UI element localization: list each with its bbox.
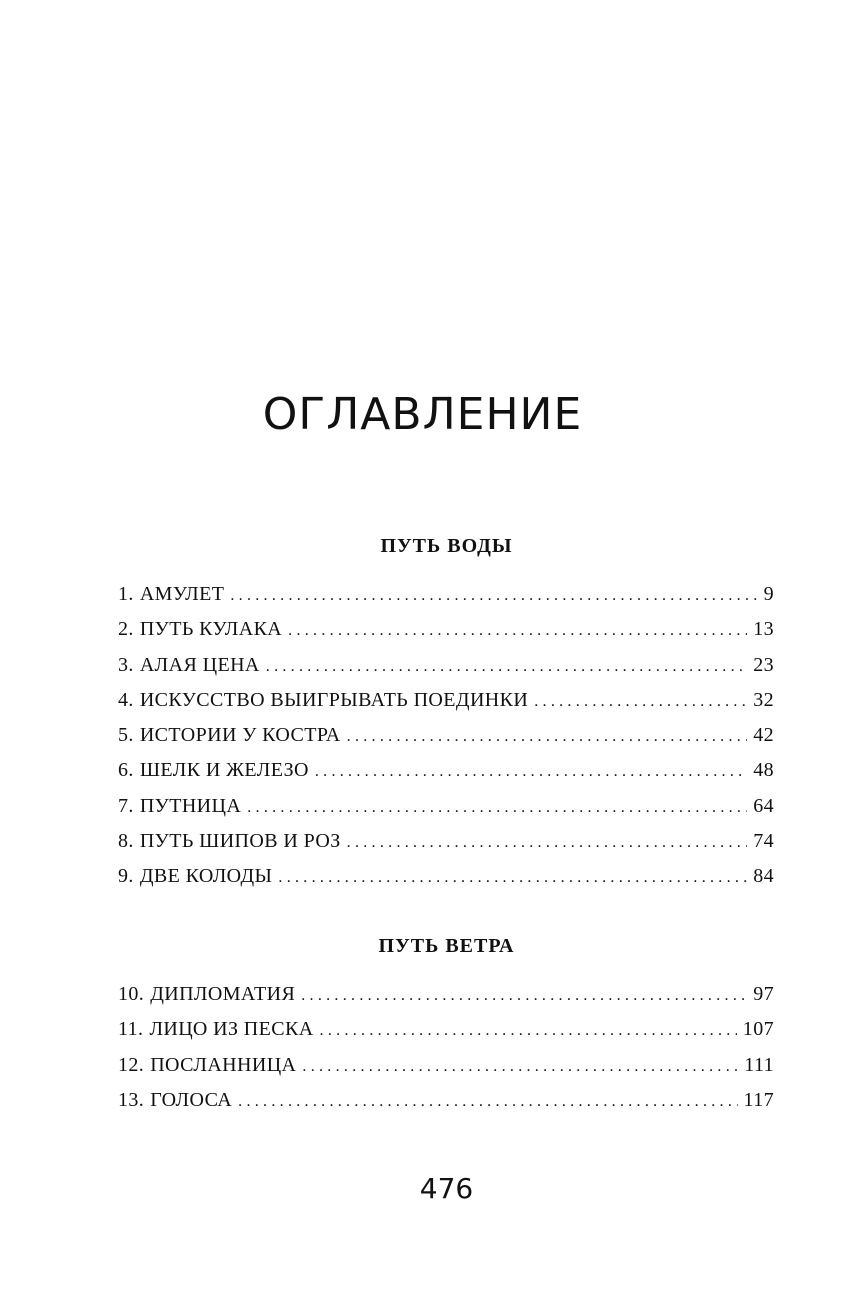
toc-entry-title: АМУЛЕТ [139,583,225,605]
dot-leader [302,1058,738,1076]
toc-list-wind [118,983,774,1124]
toc-entry-number: 10. [118,983,145,1005]
toc-entry-title: ЛИЦО ИЗ ПЕСКА [149,1018,314,1041]
toc-entry-number: 7. [118,794,134,817]
part-heading-wind: ПУТЬ ВЕТРА [378,935,515,957]
toc-entry-page: 84 [753,865,774,888]
toc-entry-page: 48 [753,759,774,782]
dot-leader [230,587,757,605]
toc-entry-title: ПОСЛАННИЦА [150,1053,297,1076]
toc-entry-number: 5. [118,724,134,747]
toc-entry[interactable] [118,759,774,794]
dot-leader [238,1093,737,1111]
page-number: 476 [419,1172,474,1205]
toc-list-water [118,583,774,901]
dot-leader [534,693,747,711]
toc-entry-title: ГОЛОСА [150,1088,233,1111]
toc-entry-number: 8. [118,830,134,853]
toc-entry[interactable] [118,583,774,618]
toc-entry-number: 11. [118,1018,144,1041]
toc-entry-number: 1. [118,583,134,605]
toc-entry[interactable] [118,1054,774,1089]
toc-entry[interactable] [118,795,774,830]
toc-entry-number: 2. [118,618,134,641]
toc-entry-number: 3. [118,653,134,676]
toc-entry-page: 9 [763,583,774,605]
toc-entry-title: ПУТЬ КУЛАКА [139,618,283,641]
dot-leader [320,1022,737,1040]
toc-entry-page: 74 [753,830,774,853]
toc-entry-title: АЛАЯ ЦЕНА [139,653,260,676]
toc-entry-title: ДИПЛОМАТИЯ [150,983,296,1005]
toc-entry-number: 6. [118,759,134,782]
dot-leader [278,869,747,887]
toc-entry[interactable] [118,618,774,653]
toc-entry[interactable] [118,983,774,1018]
dot-leader [315,763,747,781]
dot-leader [266,658,747,676]
dot-leader [347,834,748,852]
toc-entry-title: ИСТОРИИ У КОСТРА [139,724,341,747]
toc-entry-title: ДВЕ КОЛОДЫ [139,865,273,888]
toc-entry-number: 13. [118,1088,145,1111]
page-title: ОГЛАВЛЕНИЕ [262,389,583,440]
toc-entry-page: 23 [753,653,774,676]
toc-entry-number: 9. [118,865,134,888]
toc-entry-page: 32 [753,688,774,711]
dot-leader [301,987,747,1005]
part-heading-water: ПУТЬ ВОДЫ [380,535,513,557]
toc-entry-title: ШЕЛК И ЖЕЛЕЗО [139,759,309,782]
toc-entry-page: 97 [753,983,774,1005]
toc-entry[interactable] [118,1089,774,1124]
toc-entry-number: 4. [118,688,134,711]
toc-entry[interactable] [118,654,774,689]
toc-entry-page: 107 [742,1018,774,1041]
toc-entry[interactable] [118,689,774,724]
toc-entry[interactable] [118,1018,774,1053]
toc-entry-page: 42 [753,724,774,747]
dot-leader [288,622,747,640]
toc-entry-page: 13 [753,618,774,641]
toc-entry-page: 111 [744,1053,774,1076]
toc-entry-title: ИСКУССТВО ВЫИГРЫВАТЬ ПОЕДИНКИ [139,688,529,711]
dot-leader [247,799,747,817]
dot-leader [347,728,748,746]
toc-entry-title: ПУТЬ ШИПОВ И РОЗ [139,830,341,853]
toc-entry[interactable] [118,724,774,759]
toc-entry-number: 12. [118,1053,145,1076]
toc-entry[interactable] [118,865,774,900]
toc-entry-title: ПУТНИЦА [139,794,242,817]
toc-entry[interactable] [118,830,774,865]
toc-entry-page: 64 [753,794,774,817]
toc-entry-page: 117 [743,1088,774,1111]
